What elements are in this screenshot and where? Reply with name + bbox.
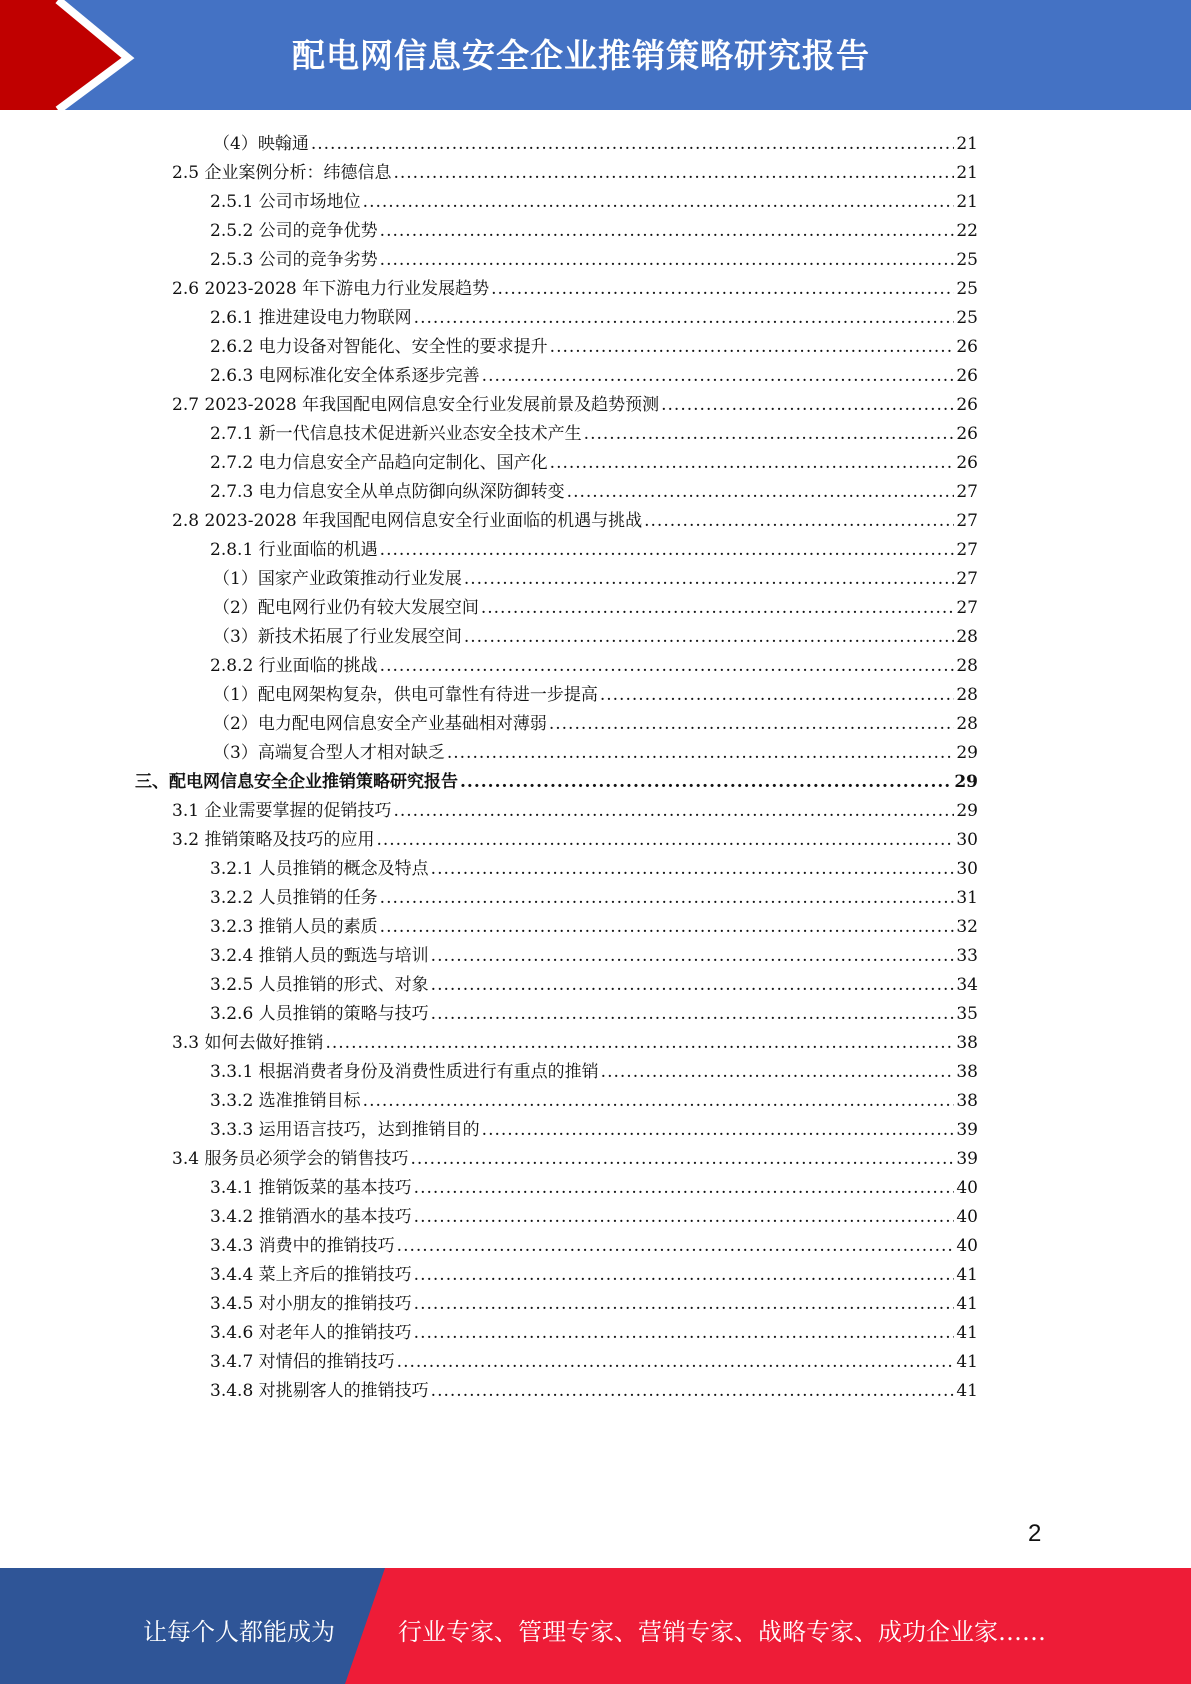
- toc-entry-page: 41: [956, 1352, 978, 1372]
- toc-entry-label: （2）配电网行业仍有较大发展空间: [213, 598, 479, 618]
- dot-leader: [414, 1261, 955, 1290]
- toc-entry-label: 3.4.5 对小朋友的推销技巧: [210, 1294, 412, 1314]
- dot-leader: [644, 507, 954, 536]
- toc-entry-label: 3.4.8 对挑剔客人的推销技巧: [210, 1381, 429, 1401]
- toc-entry[interactable]: [135, 768, 978, 797]
- dot-leader: [414, 1290, 955, 1319]
- toc-entry[interactable]: [210, 333, 978, 362]
- toc-entry-label: 2.8.1 行业面临的机遇: [210, 540, 378, 560]
- toc-entry[interactable]: [172, 391, 978, 420]
- toc-entry[interactable]: [172, 826, 978, 855]
- toc-entry-page: 38: [956, 1062, 978, 1082]
- toc-entry[interactable]: [210, 304, 978, 333]
- toc-entry[interactable]: [210, 420, 978, 449]
- toc-entry[interactable]: [210, 1116, 978, 1145]
- toc-entry-label: （1）配电网架构复杂，供电可靠性有待进一步提高: [213, 685, 598, 705]
- toc-entry-page: 26: [956, 337, 978, 357]
- toc-entry-label: 3.2.1 人员推销的概念及特点: [210, 859, 429, 879]
- dot-leader: [414, 1174, 955, 1203]
- dot-leader: [482, 1116, 955, 1145]
- dot-leader: [380, 884, 955, 913]
- dot-leader: [363, 188, 955, 217]
- dot-leader: [414, 1319, 955, 1348]
- toc-entry-page: 41: [956, 1381, 978, 1401]
- toc-entry-page: 35: [956, 1004, 978, 1024]
- toc-entry[interactable]: [210, 652, 978, 681]
- toc-entry-label: 3.4.2 推销酒水的基本技巧: [210, 1207, 412, 1227]
- toc-entry[interactable]: [213, 594, 978, 623]
- toc-entry[interactable]: [210, 884, 978, 913]
- toc-entry-label: 3.4.7 对情侣的推销技巧: [210, 1352, 395, 1372]
- toc-entry-label: 3.2.6 人员推销的策略与技巧: [210, 1004, 429, 1024]
- dot-leader: [376, 826, 954, 855]
- toc-entry-label: 3.4.3 消费中的推销技巧: [210, 1236, 395, 1256]
- dot-leader: [363, 1087, 955, 1116]
- dot-leader: [311, 130, 955, 159]
- dot-leader: [380, 913, 955, 942]
- toc-entry[interactable]: [213, 565, 978, 594]
- toc-entry-page: 30: [956, 830, 978, 850]
- dot-leader: [397, 1348, 955, 1377]
- toc-entry-label: 3.1 企业需要掌握的促销技巧: [172, 801, 392, 821]
- dot-leader: [380, 246, 955, 275]
- toc-entry-page: 29: [956, 743, 978, 763]
- toc-entry-page: 28: [956, 627, 978, 647]
- toc-entry-page: 39: [956, 1120, 978, 1140]
- dot-leader: [414, 1203, 955, 1232]
- dot-leader: [431, 971, 955, 1000]
- dot-leader: [601, 1058, 955, 1087]
- page-number: 2: [1028, 1520, 1042, 1547]
- dot-leader: [464, 565, 955, 594]
- toc-entry-page: 41: [956, 1294, 978, 1314]
- toc-entry-label: （2）电力配电网信息安全产业基础相对薄弱: [213, 714, 547, 734]
- toc-entry-page: 29: [954, 772, 978, 792]
- toc-entry-page: 27: [956, 540, 978, 560]
- toc-entry-label: 2.7 2023-2028 年我国配电网信息安全行业发展前景及趋势预测: [172, 395, 660, 415]
- footer-slogan-right: 行业专家、管理专家、营销专家、战略专家、成功企业家……: [398, 1618, 1046, 1646]
- toc-entry[interactable]: [210, 1087, 978, 1116]
- toc-entry-label: 3.2.3 推销人员的素质: [210, 917, 378, 937]
- toc-entry-label: 三、配电网信息安全企业推销策略研究报告: [135, 772, 458, 792]
- toc-entry[interactable]: [213, 739, 978, 768]
- dot-leader: [397, 1232, 955, 1261]
- toc-entry-label: （1）国家产业政策推动行业发展: [213, 569, 462, 589]
- toc-entry[interactable]: [210, 1174, 978, 1203]
- toc-entry[interactable]: [210, 1261, 978, 1290]
- toc-entry-page: 27: [956, 598, 978, 618]
- dot-leader: [380, 652, 955, 681]
- toc-entry-label: 3.4 服务员必须学会的销售技巧: [172, 1149, 409, 1169]
- toc-entry[interactable]: [172, 1145, 978, 1174]
- dot-leader: [481, 594, 955, 623]
- toc-entry-page: 25: [956, 250, 978, 270]
- toc-entry-page: 41: [956, 1265, 978, 1285]
- dot-leader: [550, 333, 955, 362]
- toc-entry-label: 2.5.1 公司市场地位: [210, 192, 361, 212]
- toc-entry-label: （4）映翰通: [213, 134, 309, 154]
- toc-entry[interactable]: [172, 797, 978, 826]
- toc-entry[interactable]: [210, 246, 978, 275]
- toc-entry-page: 41: [956, 1323, 978, 1343]
- dot-leader: [661, 391, 954, 420]
- toc-entry-label: 2.7.2 电力信息安全产品趋向定制化、国产化: [210, 453, 548, 473]
- toc-entry-page: 21: [956, 192, 978, 212]
- page-header: [0, 0, 1191, 110]
- toc-entry[interactable]: [213, 681, 978, 710]
- toc-entry-page: 28: [956, 656, 978, 676]
- toc-entry-page: 30: [956, 859, 978, 879]
- toc-entry-page: 27: [956, 482, 978, 502]
- toc-entry-page: 28: [956, 714, 978, 734]
- toc-entry[interactable]: [213, 710, 978, 739]
- toc-entry[interactable]: [210, 362, 978, 391]
- toc-entry-page: 26: [956, 395, 978, 415]
- toc-entry[interactable]: [210, 478, 978, 507]
- toc-entry-page: 21: [956, 134, 978, 154]
- toc-entry-label: 3.2.4 推销人员的甄选与培训: [210, 946, 429, 966]
- dot-leader: [431, 1377, 955, 1406]
- dot-leader: [584, 420, 955, 449]
- toc-entry-page: 25: [956, 279, 978, 299]
- toc-entry[interactable]: [213, 130, 978, 159]
- toc-entry-label: 2.5 企业案例分析：纬德信息: [172, 163, 392, 183]
- dot-leader: [491, 275, 954, 304]
- toc-entry-page: 31: [956, 888, 978, 908]
- toc-entry-label: 2.6 2023-2028 年下游电力行业发展趋势: [172, 279, 490, 299]
- page-footer: [0, 1568, 1191, 1684]
- toc-entry-page: 21: [956, 163, 978, 183]
- toc-entry[interactable]: [210, 449, 978, 478]
- dot-leader: [550, 449, 955, 478]
- toc-entry[interactable]: [210, 913, 978, 942]
- dot-leader: [460, 768, 952, 797]
- dot-leader: [431, 855, 955, 884]
- toc-entry-label: 3.3 如何去做好推销: [172, 1033, 324, 1053]
- toc-entry[interactable]: [210, 1348, 978, 1377]
- toc-entry-page: 39: [956, 1149, 978, 1169]
- toc-entry-label: （3）新技术拓展了行业发展空间: [213, 627, 462, 647]
- toc-entry-label: 2.5.2 公司的竞争优势: [210, 221, 378, 241]
- toc-entry-label: 3.2.5 人员推销的形式、对象: [210, 975, 429, 995]
- dot-leader: [549, 710, 955, 739]
- toc-entry-label: （3）高端复合型人才相对缺乏: [213, 743, 445, 763]
- toc-entry[interactable]: [210, 188, 978, 217]
- dot-leader: [567, 478, 955, 507]
- toc-entry-label: 2.7.3 电力信息安全从单点防御向纵深防御转变: [210, 482, 565, 502]
- chevron-decoration-icon: [0, 0, 160, 110]
- dot-leader: [431, 942, 955, 971]
- toc-entry[interactable]: [210, 1000, 978, 1029]
- dot-leader: [380, 217, 955, 246]
- toc-entry[interactable]: [210, 855, 978, 884]
- toc-entry[interactable]: [210, 1377, 978, 1406]
- toc-entry-label: 3.2 推销策略及技巧的应用: [172, 830, 375, 850]
- toc-entry-page: 38: [956, 1091, 978, 1111]
- toc-entry-label: 2.8.2 行业面临的挑战: [210, 656, 378, 676]
- toc-entry-label: 3.3.2 选准推销目标: [210, 1091, 361, 1111]
- toc-entry-label: 2.8 2023-2028 年我国配电网信息安全行业面临的机遇与挑战: [172, 511, 643, 531]
- toc-entry[interactable]: [210, 217, 978, 246]
- toc-entry-label: 2.6.2 电力设备对智能化、安全性的要求提升: [210, 337, 548, 357]
- toc-entry[interactable]: [213, 623, 978, 652]
- toc-entry[interactable]: [210, 1203, 978, 1232]
- toc-entry-page: 38: [956, 1033, 978, 1053]
- toc-entry-page: 27: [956, 569, 978, 589]
- toc-entry[interactable]: [210, 1232, 978, 1261]
- toc-entry-label: 2.5.3 公司的竞争劣势: [210, 250, 378, 270]
- toc-entry-label: 3.4.1 推销饭菜的基本技巧: [210, 1178, 412, 1198]
- dot-leader: [380, 536, 955, 565]
- toc-entry-label: 2.6.3 电网标准化安全体系逐步完善: [210, 366, 480, 386]
- toc-entry-label: 2.6.1 推进建设电力物联网: [210, 308, 412, 328]
- toc-entry-label: 3.3.1 根据消费者身份及消费性质进行有重点的推销: [210, 1062, 599, 1082]
- dot-leader: [482, 362, 955, 391]
- toc-entry-page: 26: [956, 366, 978, 386]
- dot-leader: [410, 1145, 954, 1174]
- footer-slogan-left: 让每个人都能成为: [143, 1618, 335, 1646]
- toc-entry-label: 2.7.1 新一代信息技术促进新兴业态安全技术产生: [210, 424, 582, 444]
- toc-entry-page: 40: [956, 1207, 978, 1227]
- toc-entry-page: 22: [956, 221, 978, 241]
- toc-entry[interactable]: [210, 971, 978, 1000]
- toc-entry-page: 33: [956, 946, 978, 966]
- toc-entry[interactable]: [210, 536, 978, 565]
- toc-entry-page: 25: [956, 308, 978, 328]
- toc-entry-label: 3.2.2 人员推销的任务: [210, 888, 378, 908]
- toc-entry[interactable]: [172, 507, 978, 536]
- toc-entry-page: 28: [956, 685, 978, 705]
- toc-entry[interactable]: [210, 1290, 978, 1319]
- toc-entry-page: 26: [956, 424, 978, 444]
- toc-entry-label: 3.4.6 对老年人的推销技巧: [210, 1323, 412, 1343]
- toc-entry-page: 34: [956, 975, 978, 995]
- dot-leader: [325, 1029, 954, 1058]
- toc-entry[interactable]: [210, 1319, 978, 1348]
- toc-entry-page: 40: [956, 1178, 978, 1198]
- dot-leader: [600, 681, 955, 710]
- toc-entry[interactable]: [210, 942, 978, 971]
- dot-leader: [393, 797, 954, 826]
- toc-entry-page: 26: [956, 453, 978, 473]
- dot-leader: [431, 1000, 955, 1029]
- toc-entry[interactable]: [210, 1058, 978, 1087]
- toc-entry[interactable]: [172, 1029, 978, 1058]
- dot-leader: [393, 159, 954, 188]
- toc-entry-label: 3.3.3 运用语言技巧，达到推销目的: [210, 1120, 480, 1140]
- document-title: 配电网信息安全企业推销策略研究报告: [292, 36, 870, 75]
- dot-leader: [464, 623, 955, 652]
- toc-entry-page: 29: [956, 801, 978, 821]
- toc-entry-page: 40: [956, 1236, 978, 1256]
- toc-entry[interactable]: [172, 159, 978, 188]
- dot-leader: [414, 304, 955, 333]
- toc-entry-label: 3.4.4 菜上齐后的推销技巧: [210, 1265, 412, 1285]
- toc-entry[interactable]: [172, 275, 978, 304]
- toc-entry-page: 27: [956, 511, 978, 531]
- toc-entry-page: 32: [956, 917, 978, 937]
- dot-leader: [447, 739, 955, 768]
